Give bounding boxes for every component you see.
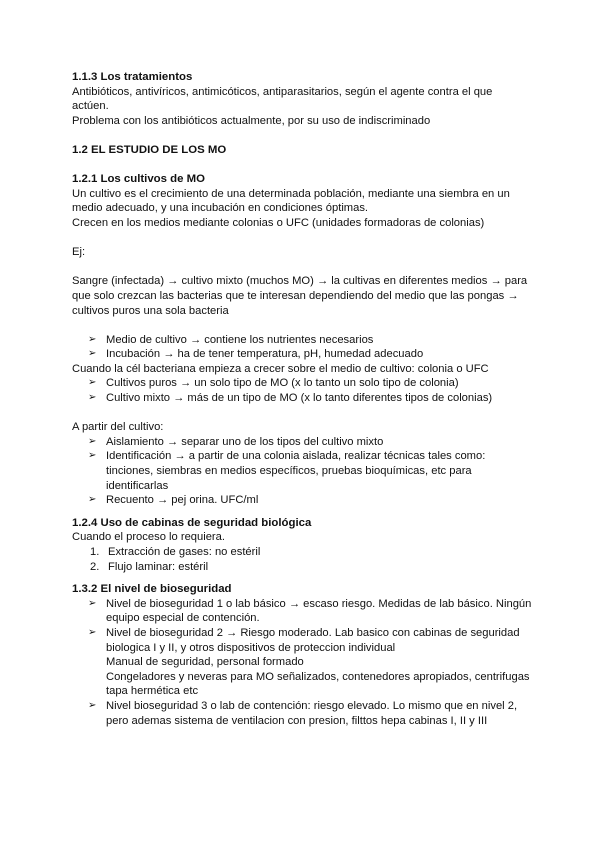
colonies-text: Crecen en los medios mediante colonias o UFC (unidades formadoras de colonias)	[72, 216, 485, 229]
section-title-1-2-1: 1.2.1 Los cultivos de MO	[72, 173, 205, 186]
list-item: 1. Extracción de gases: no estéril	[90, 546, 261, 558]
culture-types-list	[72, 376, 532, 405]
cabinets-list	[72, 545, 532, 574]
document-page	[72, 70, 532, 728]
culture-procedures-list	[72, 435, 532, 508]
treatments-text: Antibióticos, antivíricos, antimicóticos, antiparasitarios, según el agente contra el que actúen.	[72, 85, 493, 113]
list-item: ➢ Cultivo mixto → más de un tipo de MO (x lo tanto diferentes tipos de colonias)	[72, 391, 532, 406]
list-item: 2. Flujo laminar: estéril	[90, 560, 209, 573]
from-culture-text: A partir del cultivo:	[72, 421, 164, 434]
list-item: ➢ Nivel bioseguridad 3 o lab de contención: riesgo elevado. Lo mismo que en nivel 2, pero ademas sistema de ventilacion con presion, filttos hepa cabinas I, II y III	[72, 699, 532, 728]
cabinets-intro: Cuando el proceso lo requiera.	[72, 531, 225, 544]
culture-definition: Un cultivo es el crecimiento de una determinada población, mediante una siembra en un medio adecuado, y una incubación en condiciones óptimas.	[72, 187, 510, 215]
section-title-1-1-3: 1.1.3 Los tratamientos	[72, 71, 193, 83]
list-item: ➢ Nivel de bioseguridad 1 o lab básico → escaso riesgo. Medidas de lab básico. Ningún equipo especial de contención.	[72, 597, 532, 626]
list-item: ➢ Nivel de bioseguridad 2 → Riesgo moderado. Lab basico con cabinas de seguridad biologica I y II, y otros dispositivos de proteccion individual Manual de seguridad, personal formado Congeladores y neveras para MO señalizados, contenedores apropiados, centrifugas tapa hermética etc	[72, 626, 532, 699]
culture-conditions-list	[72, 333, 532, 362]
biosafety-levels-list	[72, 597, 532, 728]
example-text: Sangre (infectada) → cultivo mixto (muchos MO) → la cultivas en diferentes medios → para que solo crezcan las bacterias que te interesan dependiendo del medio que las pongas → cultivos puros una sola bacteria	[72, 275, 528, 317]
section-title-1-2: 1.2 EL ESTUDIO DE LOS MO	[72, 143, 227, 156]
section-title-1-2-4: 1.2.4 Uso de cabinas de seguridad biológica	[72, 516, 312, 529]
section-title-1-3-2: 1.3.2 El nivel de bioseguridad	[72, 583, 232, 596]
colony-text: Cuando la cél bacteriana empieza a crecer sobre el medio de cultivo: colonia o UFC	[72, 362, 489, 375]
example-label: Ej:	[72, 246, 86, 259]
list-item: ➢ Cultivos puros → un solo tipo de MO (x lo tanto un solo tipo de colonia)	[72, 376, 532, 391]
list-item: ➢ Identificación → a partir de una colonia aislada, realizar técnicas tales como: tinciones, siembras en medios específicos, pruebas bioquímicas, etc para identificarlas	[72, 449, 532, 493]
list-item: ➢ Recuento → pej orina. UFC/ml	[72, 493, 532, 508]
antibiotics-problem-text: Problema con los antibióticos actualmente, por su uso de indiscriminado	[72, 114, 431, 127]
list-item: ➢ Aislamiento → separar uno de los tipos del cultivo mixto	[72, 435, 532, 450]
list-item: ➢ Incubación → ha de tener temperatura, pH, humedad adecuado	[72, 347, 532, 362]
list-item: ➢ Medio de cultivo → contiene los nutrientes necesarios	[72, 333, 532, 348]
